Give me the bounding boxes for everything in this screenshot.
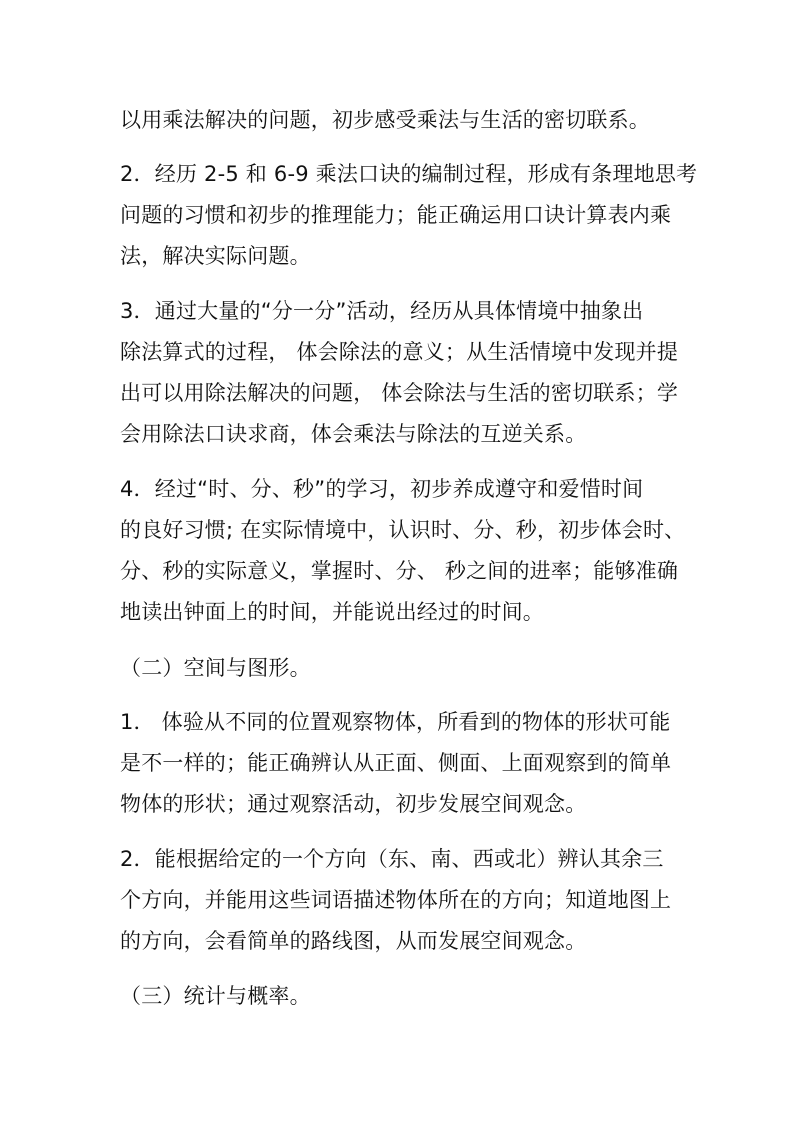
text-line-15: 物体的形状；通过观察活动，初步发展空间观念。 <box>120 792 587 816</box>
text-line-13: 1． 体验从不同的位置观察物体，所看到的物体的形状可能 <box>120 710 671 734</box>
text-line-9: 4．经过“时、分、秒”的学习，初步养成遵守和爱惜时间 <box>120 477 644 501</box>
section-heading-space-and-shape: （二）空间与图形。 <box>120 656 311 680</box>
text-line-2: 2．经历 2-5 和 6-9 乘法口诀的编制过程，形成有条理地思考 <box>120 162 698 186</box>
text-line-11: 分、秒的实际意义，掌握时、分、 秒之间的进率；能够准确 <box>120 559 679 583</box>
text-line-18: 的方向，会看简单的路线图，从而发展空间观念。 <box>120 929 587 953</box>
text-line-8: 会用除法口诀求商，体会乘法与除法的互逆关系。 <box>120 422 587 446</box>
text-line-16: 2．能根据给定的一个方向（东、南、西或北）辨认其余三 <box>120 847 664 871</box>
text-line-1: 以用乘法解决的问题，初步感受乘法与生活的密切联系。 <box>120 108 650 132</box>
text-line-10: 的良好习惯; 在实际情境中，认识时、分、秒，初步体会时、 <box>120 518 686 542</box>
text-line-3: 问题的习惯和初步的推理能力；能正确运用口诀计算表内乘 <box>120 203 672 227</box>
text-line-4: 法，解决实际问题。 <box>120 244 311 268</box>
text-line-17: 个方向，并能用这些词语描述物体所在的方向；知道地图上 <box>120 888 672 912</box>
text-line-7: 出可以用除法解决的问题， 体会除法与生活的密切联系；学 <box>120 381 679 405</box>
text-line-5: 3．通过大量的“分一分”活动，经历从具体情境中抽象出 <box>120 299 644 323</box>
text-line-14: 是不一样的；能正确辨认从正面、侧面、上面观察到的简单 <box>120 751 672 775</box>
section-heading-statistics-and-probability: （三）统计与概率。 <box>120 984 311 1008</box>
text-line-6: 除法算式的过程， 体会除法的意义；从生活情境中发现并提 <box>120 340 679 364</box>
text-line-12: 地读出钟面上的时间，并能说出经过的时间。 <box>120 600 544 624</box>
